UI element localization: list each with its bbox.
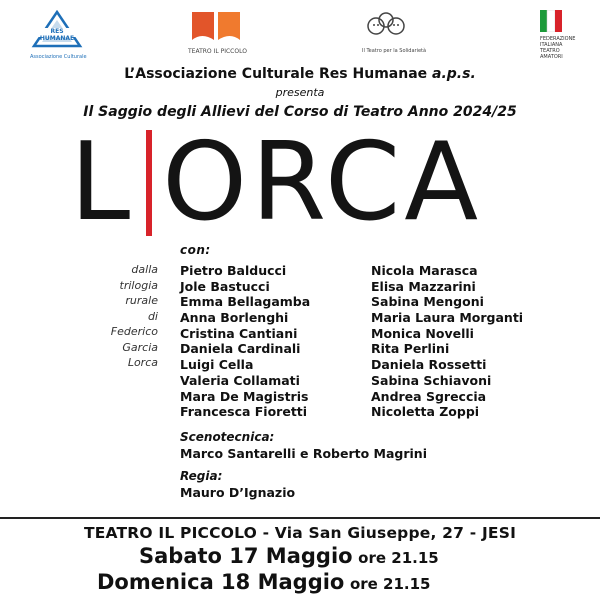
date-time: ore 21.15 (349, 575, 431, 593)
show-title (70, 120, 483, 245)
res-humanae-logo (30, 10, 87, 60)
cast-list-right (371, 263, 523, 420)
performance-date-1 (139, 544, 439, 568)
list-item: Sabina Mengoni (371, 294, 484, 310)
trio-caption: Il Teatro per la Solidarietà (362, 48, 427, 54)
source-note: dalla trilogia rurale di Federico Garcia Lorca (110, 263, 158, 369)
trio-logo (362, 10, 426, 54)
res-humanae-logo-text: RES HUMANAE (39, 28, 75, 42)
teatro-il-piccolo-caption: TEATRO IL PICCOLO (188, 48, 247, 55)
venue-line: TEATRO IL PICCOLO - Via San Giuseppe, 27 - JESI (83, 524, 517, 542)
curtain-icon (188, 10, 244, 44)
title-first-letter: L (70, 120, 135, 245)
date-day: Domenica 18 Maggio (97, 570, 345, 594)
direction-name: Mauro D’Ignazio (180, 485, 296, 500)
list-item: Rita Perlini (371, 341, 450, 357)
list-item: Elisa Mazzarini (371, 278, 476, 294)
list-item: Anna Borlenghi (180, 310, 289, 326)
list-item: Jole Bastucci (180, 278, 270, 294)
fita-logo (540, 10, 575, 60)
list-item: Pietro Balducci (180, 263, 287, 278)
fita-flag-icon (540, 10, 562, 32)
list-item: Mara De Magistris (180, 388, 309, 404)
list-item: Daniela Cardinali (180, 341, 301, 357)
cast-list-left (180, 263, 310, 420)
list-item: Valeria Collamati (180, 372, 300, 388)
list-item: Sabina Schiavoni (371, 372, 492, 388)
fita-caption: FEDERAZIONE ITALIANA TEATRO AMATORI (540, 36, 576, 60)
direction-label: Regia: (180, 469, 223, 483)
list-item: Cristina Cantiani (180, 325, 298, 341)
title-rest: ORCA (162, 120, 483, 245)
list-item: Nicola Marasca (371, 263, 478, 278)
set-design-names: Marco Santarelli e Roberto Magrini (180, 446, 427, 461)
association-suffix: a.p.s. (432, 66, 476, 82)
association-line (0, 66, 600, 82)
res-humanae-caption: Associazione Culturale (30, 54, 87, 60)
date-time: ore 21.15 (358, 549, 439, 567)
divider (0, 517, 600, 519)
list-item: Andrea Sgreccia (371, 388, 487, 404)
presents-text: presenta (275, 86, 325, 99)
set-design-label: Scenotecnica: (180, 430, 275, 444)
with-label: con: (180, 243, 211, 257)
list-item: Monica Novelli (371, 325, 474, 341)
list-item: Nicoletta Zoppi (371, 404, 480, 420)
performance-date-2 (97, 570, 430, 594)
masks-icon (362, 10, 410, 44)
direction-credit (180, 469, 295, 500)
association-name: L’Associazione Culturale Res Humanae (124, 66, 428, 82)
event-subtitle: Il Saggio degli Allievi del Corso di Teatro Anno 2024/25 (83, 104, 517, 120)
list-item: Francesca Fioretti (180, 404, 308, 420)
list-item: Luigi Cella (180, 357, 254, 373)
teatro-il-piccolo-logo (188, 10, 247, 55)
date-day: Sabato 17 Maggio (139, 544, 353, 568)
set-design-credit (180, 430, 427, 461)
list-item: Daniela Rossetti (371, 357, 487, 373)
list-item: Maria Laura Morganti (371, 310, 524, 326)
list-item: Emma Bellagamba (180, 294, 311, 310)
title-red-bar (146, 130, 152, 236)
